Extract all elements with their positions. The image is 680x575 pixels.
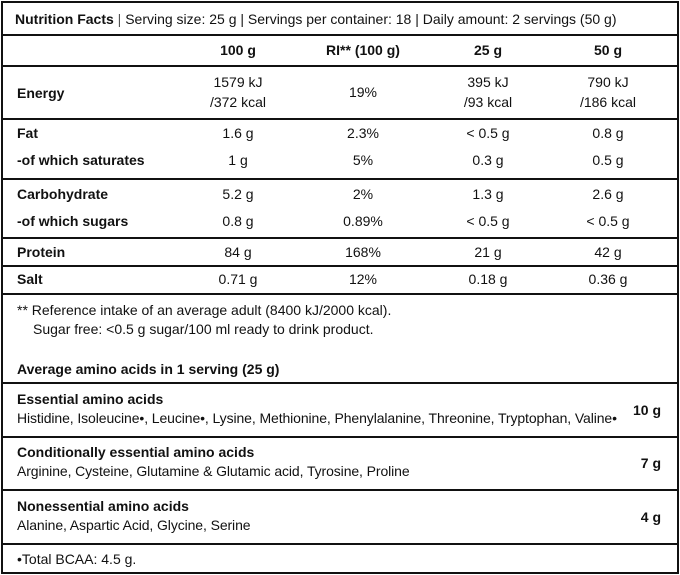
sugar-free-note: Sugar free: <0.5 g sugar/100 ml ready to drink product. (33, 321, 374, 337)
fat-100g: 1.6 g (222, 125, 254, 141)
energy-50g-kj: 790 kJ (587, 74, 629, 90)
row-label-saturates: -of which saturates (17, 152, 145, 168)
col-header-ri: RI** (100 g) (326, 42, 400, 58)
nonessential-amino-amount: 4 g (640, 509, 661, 525)
salt-ri: 12% (348, 271, 378, 287)
conditional-amino-amount: 7 g (640, 455, 661, 471)
fat-50g: 0.8 g (592, 125, 624, 141)
carbohydrate-50g: 2.6 g (592, 186, 624, 202)
row-label-sugars: -of which sugars (17, 213, 129, 229)
row-label-energy: Energy (17, 85, 65, 101)
energy-25g-kcal: /93 kcal (463, 94, 513, 110)
nonessential-amino-title: Nonessential amino acids (17, 498, 189, 514)
salt-50g: 0.36 g (588, 271, 628, 287)
divider (3, 65, 677, 67)
sugars-100g: 0.8 g (222, 213, 254, 229)
nutrition-title-line (15, 10, 617, 28)
row-label-carbohydrate: Carbohydrate (17, 186, 109, 202)
title-separator: | (117, 11, 122, 27)
protein-50g: 42 g (594, 244, 622, 260)
protein-ri: 168% (345, 244, 381, 260)
sugars-50g: < 0.5 g (586, 213, 630, 229)
fat-25g: < 0.5 g (466, 125, 510, 141)
total-bcaa-note: •Total BCAA: 4.5 g. (17, 551, 137, 567)
conditional-amino-list: Arginine, Cysteine, Glutamine & Glutamic acid, Tyrosine, Proline (17, 463, 410, 479)
carbohydrate-ri: 2% (352, 186, 374, 202)
salt-100g: 0.71 g (218, 271, 258, 287)
serving-info: Serving size: 25 g | Servings per container: 18 | Daily amount: 2 servings (50 g) (125, 11, 617, 27)
col-header-50g: 50 g (593, 42, 622, 58)
divider (3, 237, 677, 239)
saturates-100g: 1 g (228, 152, 248, 168)
carbohydrate-100g: 5.2 g (222, 186, 254, 202)
reference-intake-note: ** Reference intake of an average adult (8400 kJ/2000 kcal). (17, 302, 392, 318)
nutrition-facts-title: Nutrition Facts (15, 11, 114, 27)
row-label-protein: Protein (17, 244, 66, 260)
divider (3, 293, 677, 295)
saturates-ri: 5% (352, 152, 374, 168)
col-header-25g: 25 g (473, 42, 502, 58)
divider (3, 178, 677, 180)
divider (3, 436, 677, 438)
amino-acids-heading: Average amino acids in 1 serving (25 g) (17, 361, 280, 377)
col-header-100g: 100 g (220, 42, 256, 58)
divider (3, 543, 677, 545)
protein-25g: 21 g (474, 244, 502, 260)
energy-100g-kj: 1579 kJ (213, 74, 263, 90)
saturates-50g: 0.5 g (592, 152, 624, 168)
saturates-25g: 0.3 g (472, 152, 504, 168)
divider (3, 265, 677, 267)
row-label-fat: Fat (17, 125, 38, 141)
protein-100g: 84 g (224, 244, 252, 260)
nutrition-facts-panel (1, 1, 679, 574)
essential-amino-title: Essential amino acids (17, 391, 164, 407)
divider (3, 34, 677, 36)
essential-amino-list: Histidine, Isoleucine•, Leucine•, Lysine, Methionine, Phenylalanine, Threonine, Tryptophan, Valine• (17, 410, 617, 426)
carbohydrate-25g: 1.3 g (472, 186, 504, 202)
divider (3, 382, 677, 384)
essential-amino-amount: 10 g (632, 402, 661, 418)
sugars-ri: 0.89% (343, 213, 383, 229)
salt-25g: 0.18 g (468, 271, 508, 287)
sugars-25g: < 0.5 g (466, 213, 510, 229)
fat-ri: 2.3% (347, 125, 379, 141)
divider (3, 489, 677, 491)
divider (3, 118, 677, 120)
row-label-salt: Salt (17, 271, 43, 287)
nonessential-amino-list: Alanine, Aspartic Acid, Glycine, Serine (17, 517, 251, 533)
energy-25g-kj: 395 kJ (467, 74, 509, 90)
energy-ri: 19% (348, 84, 378, 100)
energy-50g-kcal: /186 kcal (579, 94, 637, 110)
energy-100g-kcal: /372 kcal (209, 94, 267, 110)
conditional-amino-title: Conditionally essential amino acids (17, 444, 255, 460)
